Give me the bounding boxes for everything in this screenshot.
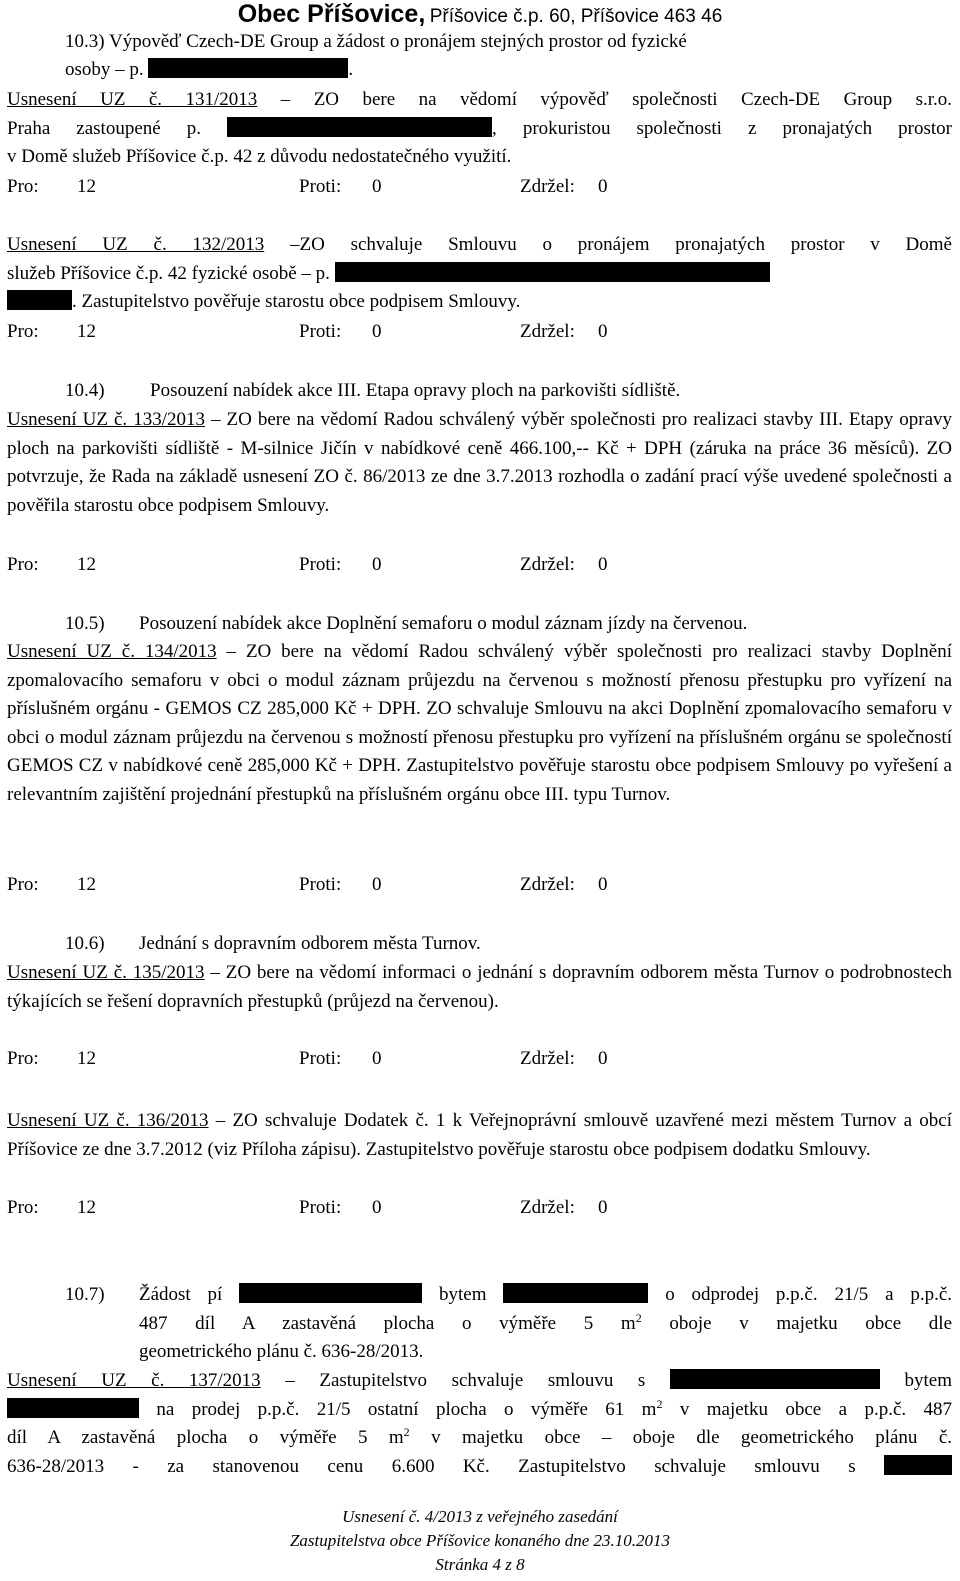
resolution-label: Usnesení UZ č. 133/2013 xyxy=(7,409,205,430)
vote-pro-value: 12 xyxy=(77,1197,96,1218)
page-number: Stránka 4 z 8 xyxy=(435,1555,525,1574)
resolution-label: Usnesení UZ č. 134/2013 xyxy=(7,641,217,662)
vote-pro-label: Pro: xyxy=(7,176,39,197)
superscript: 2 xyxy=(403,1425,410,1439)
item-text: 487 díl A zastavěná plocha o výměře 5 m xyxy=(139,1312,636,1334)
vote-zdrzel-value: 0 xyxy=(598,176,608,197)
resolution-134 xyxy=(7,638,952,809)
vote-proti-label: Proti: xyxy=(299,554,342,575)
item-10-4-heading xyxy=(65,377,105,406)
resolution-text: služeb Příšovice č.p. 42 fyzické osobě – p. xyxy=(7,262,330,284)
resolution-text: ZO bere na vědomí Radou schválený výběr společnosti pro realizaci stavby III. Etapy opravy ploch na parkovišti sídliště - M-silnice Jičín v nabídkové ceně 466.100,-- Kč + DPH (záruka na práce 36 měsíců). ZO potvrzuje, že Rada na základě usnesení ZO č. 86/2013 ze dne 3.7.2013 rozhodla o zadání prací výše uvedené společnosti a pověřila starostu obce podpisem Smlouvy. xyxy=(7,409,952,516)
resolution-text: Zastupitelstvo schvaluje smlouvu s xyxy=(319,1370,646,1391)
item-text: bytem xyxy=(439,1284,487,1305)
resolution-text: díl A zastavěná plocha o výměře 5 m xyxy=(7,1427,404,1448)
vote-proti-label: Proti: xyxy=(299,1197,342,1218)
redaction-block xyxy=(239,1283,422,1303)
resolution-label: Usnesení UZ č. 132/2013 xyxy=(7,234,265,255)
vote-proti-value: 0 xyxy=(372,1048,382,1069)
vote-proti-label: Proti: xyxy=(299,176,342,197)
vote-line xyxy=(7,173,952,201)
vote-proti-value: 0 xyxy=(372,554,382,575)
footer-line: Zastupitelstva obce Příšovice konaného dne 23.10.2013 xyxy=(289,1531,671,1550)
redaction-block xyxy=(884,1455,952,1475)
vote-pro-value: 12 xyxy=(77,321,96,342)
resolution-text: ZO schvaluje Dodatek č. 1 k Veřejnoprávní smlouvě uzavřené mezi městem Turnov a obcí Příšovice ze dne 3.7.2012 (viz Příloha zápisu). Zastupitelstvo pověřuje starostu obce podpisem dodatku Smlouvy. xyxy=(7,1110,952,1160)
resolution-137 xyxy=(7,1367,952,1481)
dash: – xyxy=(226,641,237,662)
dash: – xyxy=(290,234,300,255)
item-number: 10.7) xyxy=(65,1284,105,1305)
resolution-131 xyxy=(7,86,952,172)
resolution-label: Usnesení UZ č. 131/2013 xyxy=(7,89,258,110)
vote-pro-value: 12 xyxy=(77,1048,96,1069)
vote-pro-value: 12 xyxy=(77,554,96,575)
redaction-block xyxy=(503,1283,648,1303)
vote-proti-value: 0 xyxy=(372,321,382,342)
dash: – xyxy=(211,409,221,430)
vote-proti-label: Proti: xyxy=(299,1048,342,1069)
redaction-block xyxy=(335,262,770,282)
resolution-text: ZO bere na vědomí Radou schválený výběr společnosti pro realizaci stavby Doplnění zpomalovacího semaforu v obci o modul záznam průjezdu na červenou s možností přenosu přestupku pro vyřízení na příslušném orgánu - GEMOS CZ 285,000 Kč + DPH. ZO schvaluje Smlouvu na akci Doplnění zpomalovacího semaforu v obci o modul záznam průjezdu na červenou s možností přenosu přestupku pro vyřízení na příslušném orgánu se společností GEMOS CZ v nabídkové ceně 285,000 Kč + DPH. Zastupitelstvo pověřuje starostu obce podpisem Smlouvy po vyřešení a relevantním zajištění projednání přestupků na příslušném orgánu obce III. typu Turnov. xyxy=(7,641,953,805)
vote-zdrzel-label: Zdržel: xyxy=(520,1197,575,1218)
item-10-5-title: Posouzení nabídek akce Doplnění semaforu o modul záznam jízdy na červenou. xyxy=(139,613,748,634)
resolution-text: bytem xyxy=(904,1370,952,1391)
vote-proti-value: 0 xyxy=(372,874,382,895)
resolution-135 xyxy=(7,959,952,1016)
item-10-3-heading xyxy=(65,28,952,57)
redaction-block xyxy=(7,290,72,310)
item-10-4-title: Posouzení nabídek akce III. Etapa opravy ploch na parkovišti sídliště. xyxy=(150,380,681,401)
vote-pro-value: 12 xyxy=(77,176,96,197)
item-heading-text: 10.3) Výpověď Czech-DE Group a žádost o pronájem stejných prostor od fyzické xyxy=(65,31,687,52)
vote-pro-label: Pro: xyxy=(7,874,39,895)
vote-pro-label: Pro: xyxy=(7,554,39,575)
vote-line xyxy=(7,551,952,579)
item-10-6-title: Jednání s dopravním odborem města Turnov. xyxy=(139,933,481,954)
resolution-text: 636-28/2013 - za stanovenou cenu 6.600 Kč. Zastupitelstvo schvaluje smlouvu s xyxy=(7,1455,856,1477)
item-10-6-heading xyxy=(65,930,105,959)
vote-proti-value: 0 xyxy=(372,1197,382,1218)
vote-pro-label: Pro: xyxy=(7,1048,39,1069)
vote-zdrzel-label: Zdržel: xyxy=(520,176,575,197)
vote-pro-label: Pro: xyxy=(7,321,39,342)
resolution-136 xyxy=(7,1107,952,1164)
resolution-text: , prokuristou společnosti z pronajatých prostor xyxy=(492,117,953,139)
dash: – xyxy=(215,1110,226,1131)
redaction-block xyxy=(7,1398,139,1418)
item-heading-text: . xyxy=(348,59,354,80)
vote-zdrzel-label: Zdržel: xyxy=(520,874,575,895)
superscript: 2 xyxy=(635,1310,642,1325)
resolution-label: Usnesení UZ č. 135/2013 xyxy=(7,962,205,983)
vote-proti-value: 0 xyxy=(372,176,382,197)
vote-zdrzel-label: Zdržel: xyxy=(520,1048,575,1069)
vote-pro-value: 12 xyxy=(77,874,96,895)
item-10-5-heading xyxy=(65,610,105,639)
item-number: 10.6) xyxy=(65,933,105,954)
resolution-text: ZO bere na vědomí informaci o jednání s dopravním odborem města Turnov o podrobnostech týkajících se řešení dopravních přestupků (průjezd na červenou). xyxy=(7,962,952,1012)
item-10-3-heading-line2 xyxy=(65,56,952,85)
item-10-7-text xyxy=(139,1281,952,1367)
resolution-label: Usnesení UZ č. 137/2013 xyxy=(7,1370,261,1391)
vote-zdrzel-value: 0 xyxy=(598,874,608,895)
dash: – xyxy=(210,962,220,983)
page-footer xyxy=(0,1505,960,1577)
redaction-block xyxy=(670,1369,880,1389)
item-number: 10.4) xyxy=(65,380,105,401)
resolution-text: . Zastupitelstvo pověřuje starostu obce podpisem Smlouvy. xyxy=(72,291,521,312)
vote-zdrzel-value: 0 xyxy=(598,321,608,342)
vote-zdrzel-label: Zdržel: xyxy=(520,321,575,342)
footer-line: Usnesení č. 4/2013 z veřejného zasedání xyxy=(342,1507,618,1526)
vote-line xyxy=(7,1194,952,1222)
resolution-text: v majetku obce a p.p.č. 487 xyxy=(679,1398,953,1420)
resolution-text: v Domě služeb Příšovice č.p. 42 z důvodu nedostatečného využití. xyxy=(7,146,512,167)
resolution-text: v majetku obce – oboje dle geometrického plánu č. xyxy=(431,1427,953,1448)
resolution-text: ZO schvaluje Smlouvu o pronájem pronajatých prostor v Domě xyxy=(299,234,952,255)
redaction-block xyxy=(227,117,492,137)
resolution-text: Praha zastoupené p. xyxy=(7,117,201,139)
vote-zdrzel-value: 0 xyxy=(598,554,608,575)
municipality-name: Obec Příšovice, xyxy=(237,0,426,28)
item-heading-text: osoby – p. xyxy=(65,59,144,80)
item-text: o odprodej p.p.č. 21/5 a p.p.č. xyxy=(665,1284,953,1305)
vote-zdrzel-value: 0 xyxy=(598,1197,608,1218)
vote-line xyxy=(7,318,952,346)
dash: – xyxy=(280,89,291,110)
vote-proti-label: Proti: xyxy=(299,874,342,895)
vote-line xyxy=(7,871,952,899)
resolution-132 xyxy=(7,231,952,317)
item-text: oboje v majetku obce dle xyxy=(669,1312,953,1334)
resolution-label: Usnesení UZ č. 136/2013 xyxy=(7,1110,209,1131)
vote-zdrzel-label: Zdržel: xyxy=(520,554,575,575)
municipality-address: Příšovice č.p. 60, Příšovice 463 46 xyxy=(429,6,723,27)
item-text: geometrického plánu č. 636-28/2013. xyxy=(139,1341,424,1362)
dash: – xyxy=(285,1370,295,1391)
resolution-133 xyxy=(7,406,952,520)
redaction-block xyxy=(148,58,348,78)
vote-proti-label: Proti: xyxy=(299,321,342,342)
superscript: 2 xyxy=(656,1396,663,1411)
item-text: Žádost pí xyxy=(139,1284,223,1305)
resolution-text: ZO bere na vědomí výpověď společnosti Czech-DE Group s.r.o. xyxy=(313,89,953,110)
vote-pro-label: Pro: xyxy=(7,1197,39,1218)
item-number: 10.5) xyxy=(65,613,105,634)
vote-zdrzel-value: 0 xyxy=(598,1048,608,1069)
item-10-7-heading xyxy=(65,1281,105,1310)
vote-line xyxy=(7,1045,952,1073)
resolution-text: na prodej p.p.č. 21/5 ostatní plocha o výměře 61 m xyxy=(156,1398,657,1420)
